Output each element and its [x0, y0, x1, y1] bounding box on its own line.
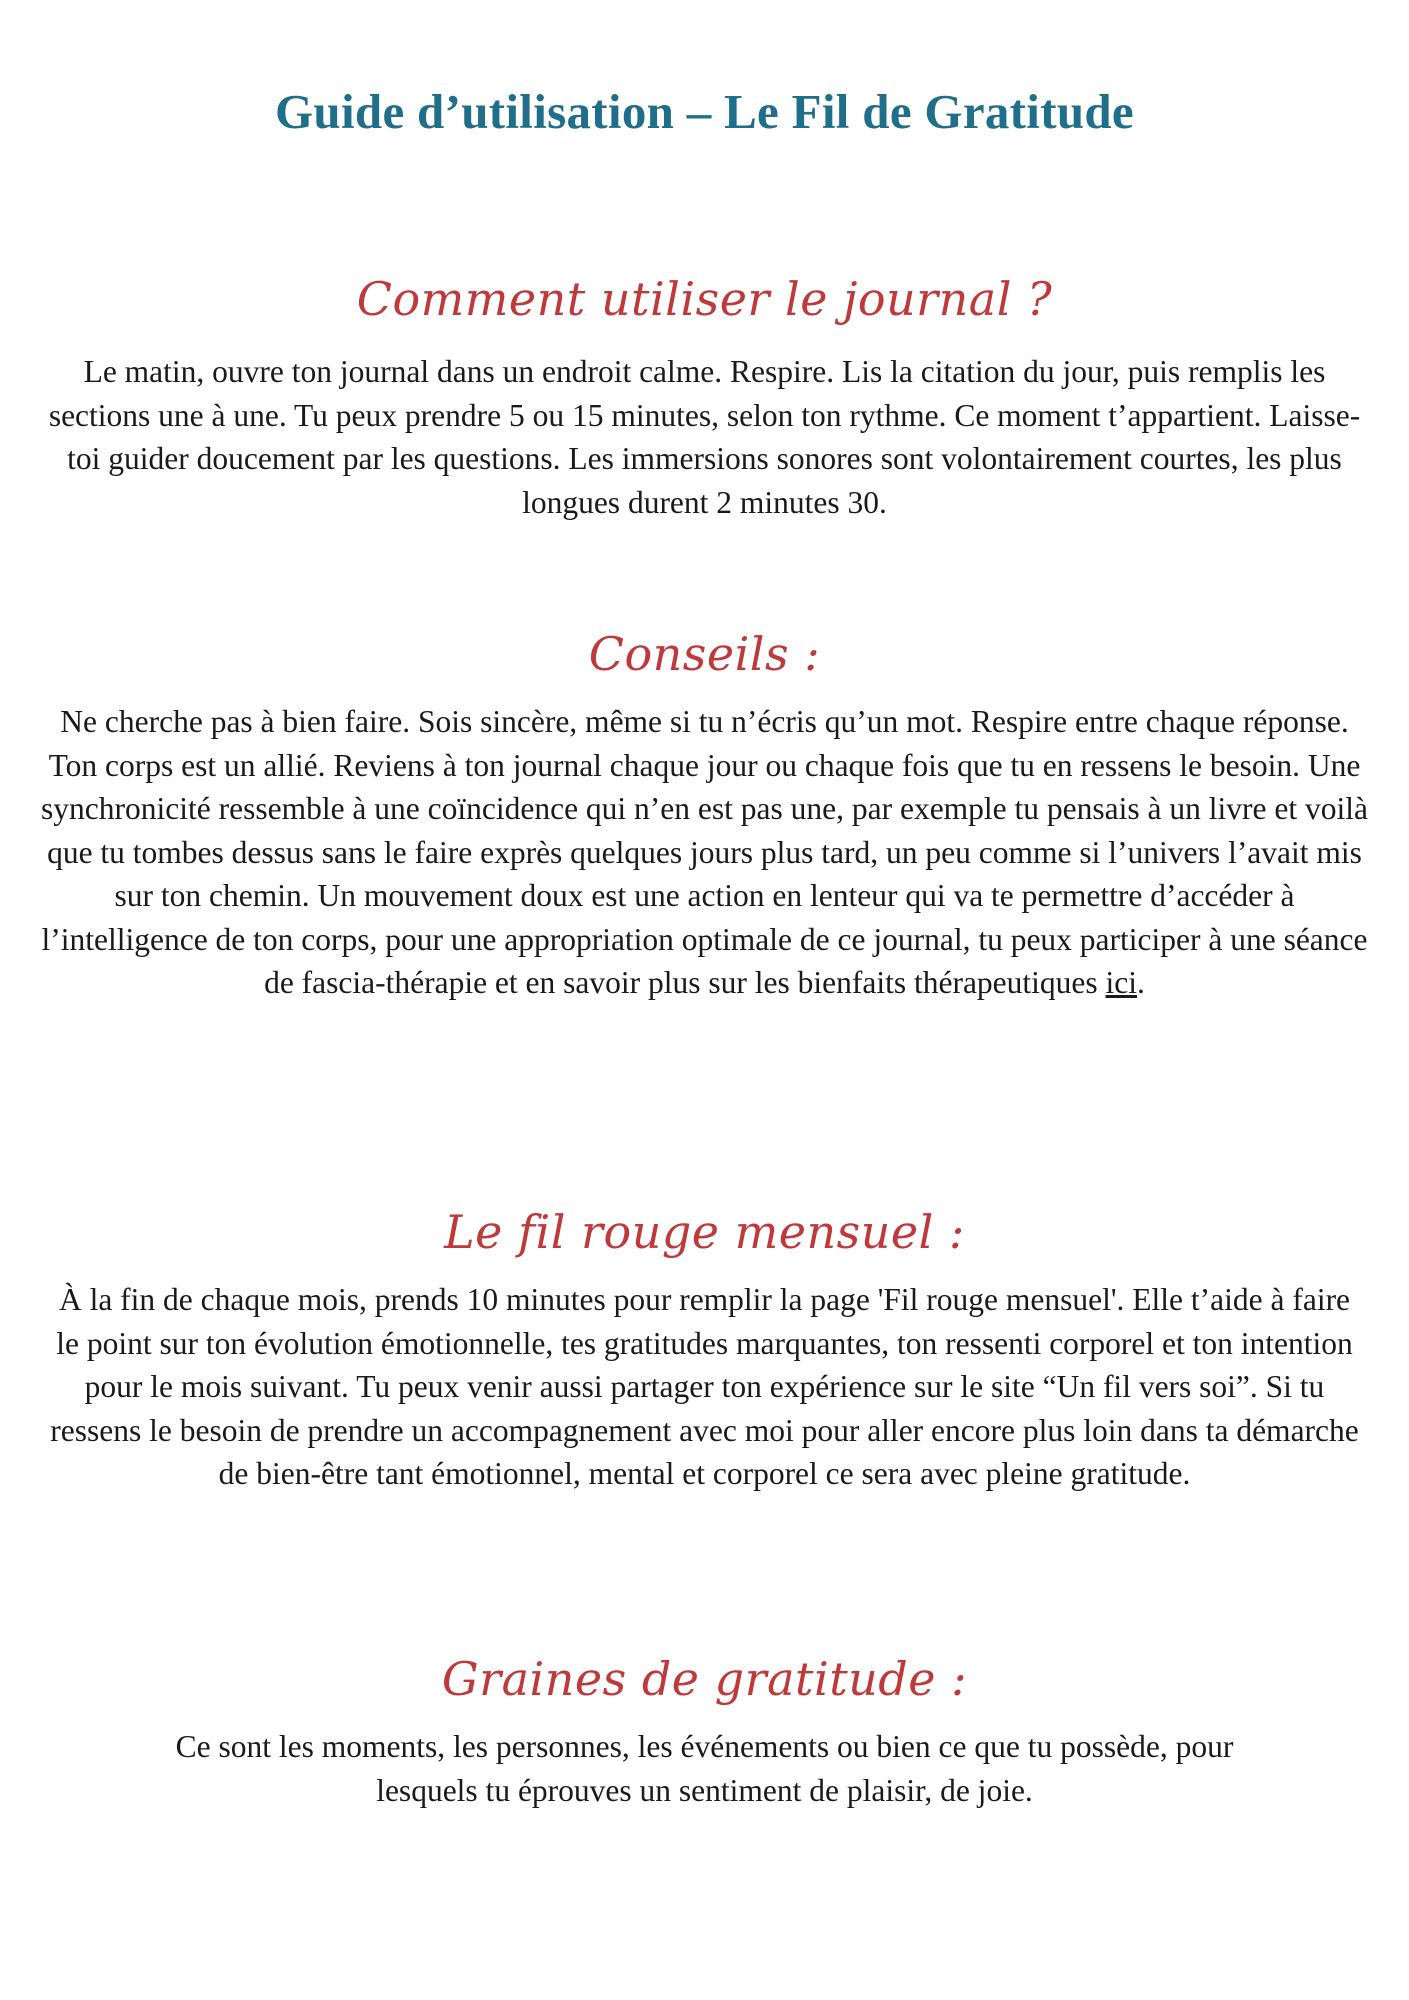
body-usage: Le matin, ouvre ton journal dans un endroit calme. Respire. Lis la citation du jour, puis remplis les sections une à une. Tu peux prendre 5 ou 15 minutes, selon ton rythme. Ce moment t’appartient. Laisse-toi guider doucement par les questions. Les immersions sonores sont volontairement courtes, les plus longues durent 2 minutes 30.: [48, 354, 1361, 520]
page-title: Guide d’utilisation – Le Fil de Gratitude: [275, 83, 1134, 139]
heading-usage: Comment utiliser le journal ?: [356, 272, 1053, 326]
heading-monthly: Le fil rouge mensuel :: [444, 1205, 965, 1259]
body-monthly: À la fin de chaque mois, prends 10 minutes pour remplir la page 'Fil rouge mensuel'. Elle t’aide à faire le point sur ton évolution émotionnelle, tes gratitudes marquantes, ton ressenti corporel et ton intention pour le mois suivant. Tu peux venir aussi partager ton expérience sur le site “Un fil vers soi”. Si tu ressens le besoin de prendre un accompagnement avec moi pour aller encore plus loin dans ta démarche de bien-être tant émotionnel, mental et corporel ce sera avec pleine gratitude.: [50, 1282, 1359, 1491]
body-tips-text: Ne cherche pas à bien faire. Sois sincère, même si tu n’écris qu’un mot. Respire entre chaque réponse. Ton corps est un allié. Reviens à ton journal chaque jour ou chaque fois que tu en ressens le besoin. Une synchronicité ressemble à une coïncidence qui n’en est pas une, par exemple tu pensais à un livre et voilà que tu tombes dessus sans le faire exprès quelques jours plus tard, un peu comme si l’univers l’avait mis sur ton chemin. Un mouvement doux est une action en lenteur qui va te permettre d’accéder à l’intelligence de ton corps, pour une appropriation optimale de ce journal, tu peux participer à une séance de fascia-thérapie et en savoir plus sur les bienfaits thérapeutiques: [41, 704, 1368, 1000]
heading-seeds: Graines de gratitude :: [441, 1652, 968, 1706]
body-seeds: Ce sont les moments, les personnes, les événements ou bien ce que tu possède, pour lesquels tu éprouves un sentiment de plaisir, de joie.: [175, 1729, 1234, 1808]
body-tips: [38, 700, 1371, 1005]
body-tips-trailing: .: [1137, 965, 1145, 1000]
ici-link[interactable]: ici: [1105, 965, 1138, 1000]
heading-tips: Conseils :: [588, 627, 821, 681]
